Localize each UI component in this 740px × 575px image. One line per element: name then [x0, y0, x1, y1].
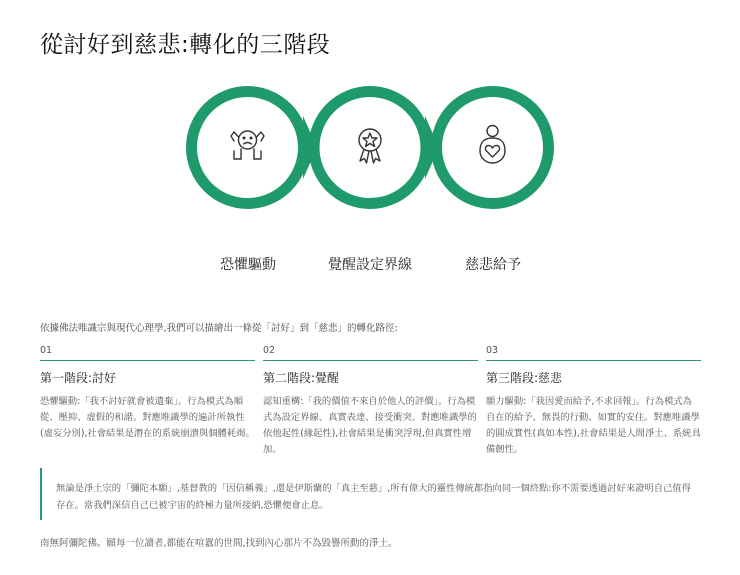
stage-title: 第三階段:慈悲	[486, 371, 563, 385]
stage-column-3	[486, 345, 701, 458]
intro-text: 依據佛法唯識宗與現代心理學,我們可以描繪出一條從「討好」到「慈悲」的轉化路徑:	[40, 323, 398, 334]
stage-number: 01	[40, 345, 255, 361]
heart-hands-icon	[480, 126, 505, 164]
stage-label-fear: 恐懼驅動	[220, 257, 276, 273]
stage-title: 第一階段:討好	[40, 371, 117, 385]
stage-description: 恐懼驅動:「我不討好就會被遺棄」。行為模式為順從、壓抑、虛假的和諧。對應唯識學的遍計所執性(虛妄分別),社會結果是潛在的系統崩潰與個體耗竭。	[40, 396, 255, 439]
stressed-person-icon	[231, 131, 264, 159]
stage-label-compassion: 慈悲給予	[465, 257, 521, 273]
stage-number: 02	[263, 345, 478, 361]
closing-text: 南無阿彌陀佛。願每一位讀者,都能在喧囂的世間,找到內心那片不為毀譽所動的淨土。	[40, 538, 398, 549]
stage-label-awakening: 覺醒設定界線	[328, 257, 412, 273]
three-stage-circles	[185, 85, 555, 210]
stage-column-2	[263, 345, 478, 458]
quote-text: 無論是淨土宗的「彌陀本願」,基督教的「因信稱義」,還是伊斯蘭的「真主至慈」,所有偉大的靈性傳統都指向同一個終點:你不需要透過討好來證明自己值得存在。當我們深信自己已被宇宙的終極力量所接納,恐懼便會止息。	[56, 483, 691, 511]
stage-description: 認知重構:「我的價值不來自於他人的評價」。行為模式為設定界線、真實表達、接受衝突。對應唯識學的依他起性(緣起性),社會結果是衝突浮現,但真實性增加。	[263, 396, 477, 455]
award-badge-icon	[359, 129, 381, 163]
page-title: 從討好到慈悲:轉化的三階段	[40, 32, 331, 58]
stage-2-ring	[314, 92, 426, 204]
stage-column-1	[40, 345, 255, 442]
stage-description: 願力驅動:「我因愛而給予,不求回報」。行為模式為自在的給予、無畏的行動、如實的安住。對應唯識學的圓成實性(真如本性),社會結果是人間淨土、系統具備韌性。	[486, 396, 701, 455]
stage-1-ring	[192, 92, 304, 204]
stage-number: 03	[486, 345, 701, 361]
stage-title: 第二階段:覺醒	[263, 371, 340, 385]
quote-block	[40, 468, 702, 520]
